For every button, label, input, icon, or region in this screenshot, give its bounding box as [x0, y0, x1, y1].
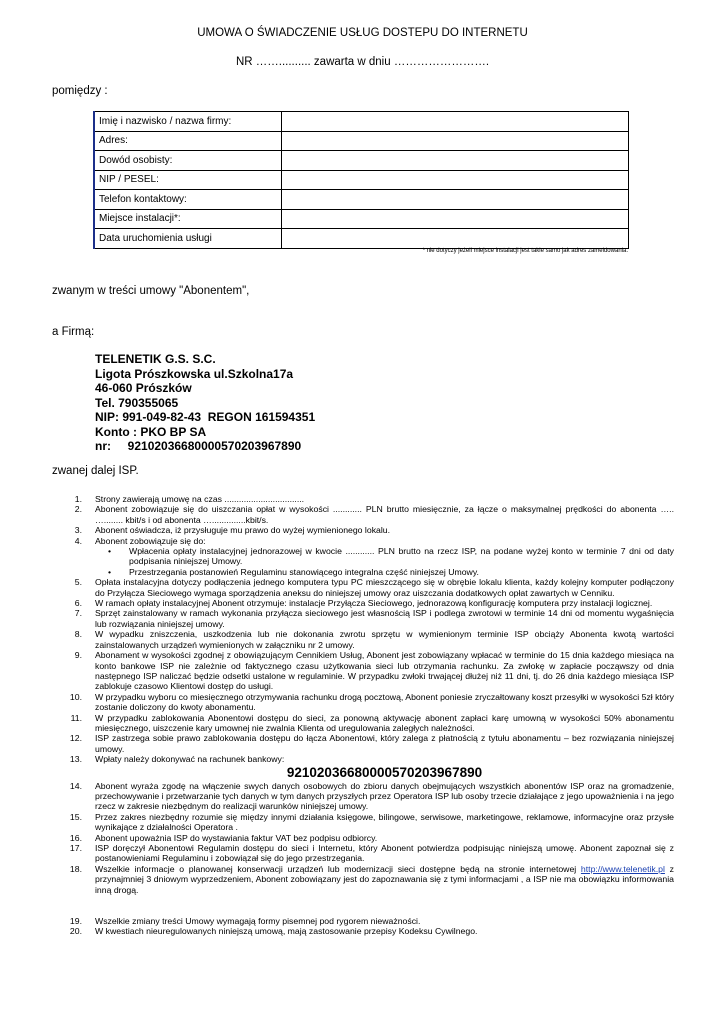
clause-item — [62, 692, 674, 713]
clause-subitem — [108, 567, 674, 577]
clause-text: Opłata instalacyjna dotyczy podłączenia jednego komputera typu PC mieszczącego się w obrębie lokalu klienta, każdy kolejny komputer podłączony do Przyłącza Sieciowego wymaga sporządzenia aneksu do niniejszej umowy oraz uiszczania dodatkowych opłat zawartych w Cenniku. — [95, 577, 674, 598]
clause-item — [62, 843, 674, 864]
form-row — [94, 151, 629, 171]
form-row — [94, 131, 629, 151]
form-row — [94, 209, 629, 229]
form-label-phone: Telefon kontaktowy: — [94, 190, 281, 210]
clause-number: 17. — [69, 843, 82, 853]
form-row — [94, 190, 629, 210]
clause-text: Abonent upoważnia ISP do wystawiania faktur VAT bez podpisu odbiorcy. — [95, 832, 378, 843]
form-footnote: * nie dotyczy jeżeli miejsce instalacji jest takie samo jak adres zameldowania. — [422, 248, 628, 254]
clause-text: Przez zakres niezbędny rozumie się między innymi działania księgowe, bilingowe, serwisowe, marketingowe, reklamowe, informacyjne oraz przysłe wynikające z działalności Operatora . — [95, 811, 674, 833]
clause-number: 16. — [69, 832, 82, 843]
form-label-id-card: Dowód osobisty: — [94, 151, 281, 171]
form-row — [94, 112, 629, 132]
clause-item — [62, 754, 674, 780]
form-field-phone[interactable] — [281, 190, 629, 210]
form-label-name: Imię i nazwisko / nazwa firmy: — [94, 112, 281, 132]
clause-subtext: Przestrzegania postanowień Regulaminu stanowiącego integralna część niniejszej Umowy. — [129, 566, 479, 577]
clause-text: ISP doręczył Abonentowi Regulamin dostępu do sieci i Internetu, który Abonent potwierdza podpisując niniejszą umowę. Abonent zapoznał się z postanowieniami Regulaminu i zobowiązał się do jego przestrzegania. — [95, 843, 674, 864]
isp-designation: zwanej dalej ISP. — [52, 465, 139, 477]
bullet-icon: • — [108, 546, 112, 557]
company-city: 46-060 Prószków — [95, 381, 192, 395]
clause-item — [62, 864, 674, 895]
clause-item — [62, 812, 674, 833]
clause-text: Abonent zobowiązuje się do uiszczania opłat w wysokości ............ PLN brutto miesięcznie, za łącze o maksymalnej prędkości do abonenta ….. …........ kbit/s i od abonenta …..............kbit/s. — [95, 504, 674, 525]
clause-text: W kwestiach nieuregulowanych niniejszą umową, mają zastosowanie przepisy Kodeksu Cywilnego. — [95, 926, 478, 937]
clause-text: Wszelkie zmiany treści Umowy wymagają formy pisemnej pod rygorem nieważności. — [95, 916, 421, 927]
contract-number-line: NR …….......... zawarta w dniu ……………………. — [235, 56, 490, 68]
clause-number: 2. — [74, 504, 82, 515]
clause-item — [62, 504, 674, 525]
clause-sublist — [108, 546, 674, 577]
clause-number: 6. — [74, 598, 82, 609]
clause-text: Wszelkie informacje o planowanej konserwacji urządzeń lub modernizacji sieci dostępne będą na stronie internetowej — [95, 863, 581, 874]
form-field-id-card[interactable] — [281, 151, 629, 171]
clause-text: ISP zastrzega sobie prawo zablokowania dostępu do łącza Abonentowi, który zalega z płatnością z tytułu abonamentu – bez rozwiązania niniejszej umowy. — [95, 733, 674, 754]
clause-number: 10. — [69, 691, 82, 702]
clause-item — [62, 608, 674, 629]
document-title: UMOWA O ŚWIADCZENIE USŁUG DOSTEPU DO INTERNETU — [197, 27, 528, 39]
clause-text: W wypadku zniszczenia, uszkodzenia lub nie dokonania zwrotu sprzętu w wymienionym terminie ISP obciąży Abonenta kwotą wartości zainstalowanych urządzeń wymienionych w załączniku nr 2 umowy. — [95, 629, 674, 650]
clause-item — [62, 916, 674, 926]
clause-item — [62, 733, 674, 754]
subscriber-form-table — [93, 111, 629, 249]
clause-number: 19. — [69, 916, 82, 927]
form-label-nip-pesel: NIP / PESEL: — [94, 170, 281, 190]
clause-item — [62, 781, 674, 812]
clause-item — [62, 536, 674, 578]
company-nip-regon: NIP: 991-049-82-43 REGON 161594351 — [95, 410, 316, 424]
clause-text: W ramach opłaty instalacyjnej Abonent otrzymuje: instalacje Przyłącza Sieciowego, jednorazową konfigurację komputera przy instalacji logicznej. — [95, 598, 653, 609]
company-phone: Tel. 790355065 — [95, 395, 179, 410]
clauses-list — [62, 494, 674, 937]
form-field-address[interactable] — [281, 131, 629, 151]
clause-text: Strony zawierają umowę na czas ................................. — [95, 494, 305, 504]
clause-text: Abonent oświadcza, iż przysługuje mu prawo do wyżej wymienionego lokalu. — [95, 525, 391, 536]
clause-text: W przypadku zablokowania Abonentowi dostępu do sieci, za ponowną aktywację abonent zapłaci karę umowną w wysokości 50% abonamentu miesięcznego, uiszczenie kary umownej nie zwalnia Klienta od uregulowania zaległych należności. — [95, 712, 674, 733]
company-bank: Konto : PKO BP SA — [95, 424, 207, 439]
clause-text: Abonent wyraża zgodę na włączenie swych danych osobowych do zbioru danych obejmujących wszystkich abonentów ISP oraz na gromadzenie, przechowywanie i przetwarzanie tych danych w tym danych przyszłych przez Operatora ISP lub osoby trzecie działające z jego upoważnienia i na jego rzecz w zakresie niezbędnym do realizacji warunków niniejszej umowy. — [95, 780, 674, 812]
clause-text: Abonament w wysokości zgodnej z obowiązującym Cennikiem Usług, Abonent jest zobowiązany wpłacać w terminie do 15 dnia każdego miesiąca na konto bankowe ISP nie zależnie od faktycznego czasu użytkowania sieci lub otrzymania rachunku. Za zwłokę w zapłacie począwszy od dnia następnego ISP naliczać będzie odsetki ustalone w regulaminie. W przypadku zwłoki trwającej dłużej niż 11 dni, tj. do 26 dnia każdego miesiąca ISP zablokuje czasowo Klientowi dostęp do usługi. — [95, 650, 674, 692]
clause-number: 14. — [69, 780, 82, 791]
clause-item — [62, 833, 674, 843]
form-field-install-place[interactable] — [281, 209, 629, 229]
form-field-nip-pesel[interactable] — [281, 170, 629, 190]
firm-intro: a Firmą: — [52, 326, 95, 338]
clause-number: 1. — [74, 494, 82, 504]
clause-number: 8. — [74, 629, 82, 640]
clause-text: Sprzęt zainstalowany w ramach wykonania przyłącza sieciowego jest własnością ISP i podlega zwrotowi w terminie 14 dni od momentu wygaśnięcia lub rozwiązania niniejszej umowy. — [95, 608, 674, 629]
form-field-name[interactable] — [281, 112, 629, 132]
clause-text: W przypadku wyboru co miesięcznego otrzymywania rachunku drogą pocztową, Abonent poniesie zryczałtowany koszt przesyłki w wysokości 5zł który zostanie doliczony do kwoty abonamentu. — [95, 691, 674, 713]
form-field-start-date[interactable] — [281, 229, 629, 249]
form-row — [94, 170, 629, 190]
clause-number: 3. — [74, 525, 82, 536]
subscriber-designation: zwanym w treści umowy "Abonentem", — [52, 285, 250, 297]
clause-subtext: Wpłacenia opłaty instalacyjnej jednorazowej w kwocie ............ PLN brutto na rzecz ISP, na podane wyżej konto w terminie 7 dni od daty podpisania niniejszej Umowy. — [129, 546, 674, 567]
clause-item — [62, 577, 674, 598]
clause-text: Abonent zobowiązuje się do: — [95, 535, 206, 546]
clause-number: 4. — [74, 535, 82, 546]
clause-subitem — [108, 546, 674, 567]
company-details — [95, 352, 315, 454]
between-label: pomiędzy : — [52, 85, 108, 97]
clause-text: z przynajmniej 3 dniowym wyprzedzeniem, Abonent zobowiązany jest do zapoznawania się z tymi informacjami , a ISP nie ma obowiązku informowania inną drogą. — [95, 863, 674, 895]
clause-number: 20. — [69, 926, 82, 937]
clause-item — [62, 713, 674, 734]
form-row — [94, 229, 629, 249]
clause-item — [62, 629, 674, 650]
clause-text: Wpłaty należy dokonywać na rachunek bankowy: — [95, 754, 285, 765]
clause-item — [62, 926, 674, 936]
clause-item — [62, 598, 674, 608]
bullet-icon: • — [108, 566, 112, 577]
form-label-address: Adres: — [94, 131, 281, 151]
clause-item — [62, 494, 674, 504]
clause-item — [62, 525, 674, 535]
company-name: TELENETIK G.S. S.C. — [95, 352, 216, 366]
form-label-start-date: Data uruchomienia usługi — [94, 229, 281, 249]
website-link[interactable]: http://www.telenetik.pl — [580, 863, 665, 874]
clause-number: 7. — [74, 608, 82, 619]
clause-number: 12. — [69, 733, 82, 744]
company-street: Ligota Prószkowska ul.Szkolna17a — [95, 366, 294, 381]
clause-number: 11. — [70, 712, 82, 723]
form-label-install-place: Miejsce instalacji*: — [94, 209, 281, 229]
clause-number: 5. — [74, 577, 82, 588]
clause-number: 9. — [74, 650, 82, 661]
clause-number: 15. — [69, 811, 82, 822]
bank-account-number: 92102036680000570203967890 — [286, 764, 483, 780]
clause-item — [62, 650, 674, 692]
clause-number: 13. — [69, 754, 82, 765]
clause-number: 18. — [69, 863, 82, 874]
company-account-number: nr: 92102036680000570203967890 — [95, 439, 302, 453]
